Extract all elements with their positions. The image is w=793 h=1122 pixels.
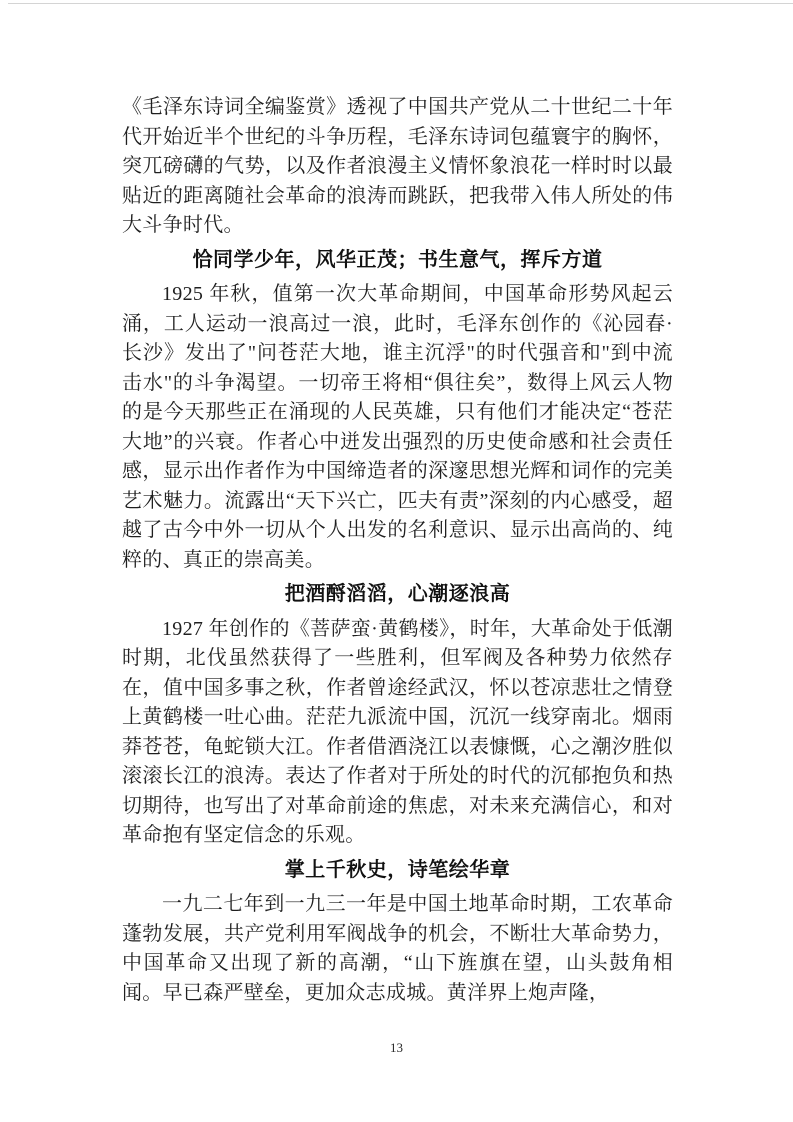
section-heading-youth: 恰同学少年，风华正茂；书生意气，挥斥方道	[192, 248, 603, 271]
paragraph-land-revolution: 一九二七年到一九三一年是中国土地革命时期，工农革命蓬勃发展，共产党利用军阀战争的机会，不断壮大革命势力，中国革命又出现了新的高潮，“山下旌旗在望，山头鼓角相闻。早已森严壁垒，更加众志成城。黄洋界上炮声隆，	[122, 893, 673, 1004]
paragraph-1925: 1925 年秋，值第一次大革命期间，中国革命形势风起云涌，工人运动一浪高过一浪，此时，毛泽东创作的《沁园春·长沙》发出了"问苍茫大地，谁主沉浮"的时代强音和"到中流击水"的斗争渴望。一切帝王将相“俱往矣”，数得上风云人物的是今天那些正在涌现的人民英雄，只有他们才能决定“苍茫大地”的兴衰。作者心中迸发出强烈的历史使命感和社会责任感，显示出作者作为中国缔造者的深邃思想光辉和词作的完美艺术魅力。流露出“天下兴亡，匹夫有责”深刻的内心感受，超越了古今中外一切从个人出发的名利意识、显示出高尚的、纯粹的、真正的崇高美。	[122, 283, 673, 571]
paragraph-opening: 《毛泽东诗词全编鉴赏》透视了中国共产党从二十世纪二十年代开始近半个世纪的斗争历程，毛泽东诗词包蕴寰宇的胸怀，突兀磅礴的气势，以及作者浪漫主义情怀象浪花一样时时以最贴近的距离随社会革命的浪涛而跳跃，把我带入伟人所处的伟大斗争时代。	[122, 96, 673, 236]
paragraph-1927: 1927 年创作的《菩萨蛮·黄鹤楼》，时年，大革命处于低潮时期，北伐虽然获得了一些胜利，但军阀及各种势力依然存在，值中国多事之秋，作者曾途经武汉，怀以苍凉悲壮之情登上黄鹤楼一吐心曲。茫茫九派流中国，沉沉一线穿南北。烟雨莽苍苍，龟蛇锁大江。作者借酒浇江以表慷慨，心之潮汐胜似滚滚长江的浪涛。表达了作者对于所处的时代的沉郁抱负和热切期待，也写出了对革命前途的焦虑，对未来充满信心，和对革命抱有坚定信念的乐观。	[122, 617, 673, 846]
section-heading-wine: 把酒酹滔滔，心潮逐浪高	[284, 583, 511, 605]
page-content	[122, 93, 673, 1008]
section-heading-history: 掌上千秋史，诗笔绘华章	[284, 858, 511, 881]
page-number: 13	[390, 1040, 403, 1055]
scan-edge-line	[8, 3, 793, 4]
